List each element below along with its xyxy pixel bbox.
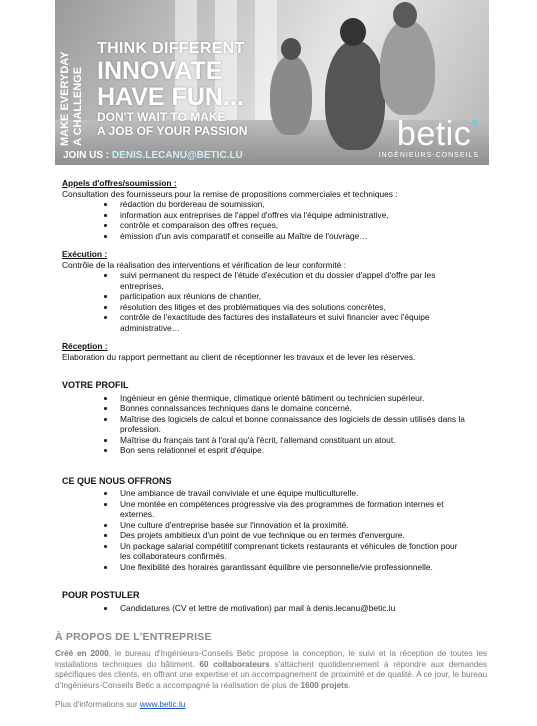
about-title: À PROPOS DE L'ENTREPRISE [55,631,212,643]
list-item: • Maîtrise des logiciels de calcul et bonne connaissance des logiciels de dessin utilisés dans la profession. [116,414,467,435]
about-bold-staff: 60 collaborateurs [199,659,270,669]
list-item: • information aux entreprises de l'appel d'offres via l'équipe administrative, [116,210,467,221]
betic-logo [397,115,479,154]
website-link[interactable]: www.betic.lu [139,700,186,710]
list-item: • participation aux réunions de chantier, [116,291,467,302]
list-item: • résolution des litiges et des problématiques via des solutions concrètes, [116,302,467,313]
list-item: • Bonnes connaissances techniques dans le domaine concerné. [116,403,467,414]
reception-title: Réception : [62,341,108,351]
banner-line2: INNOVATE [97,57,223,85]
list-item: • Candidatures (CV et lettre de motivation) par mail à denis.lecanu@betic.lu [116,603,467,614]
banner-line3: HAVE FUN... [97,83,244,111]
logo-dot-icon: ● [471,115,479,129]
postuler-title: POUR POSTULER [62,590,140,600]
offrons-list [62,488,467,572]
about-paragraph [55,649,487,691]
banner-line1: THINK DIFFERENT [97,40,245,57]
banner-person [380,20,435,115]
list-item: • contrôle de l'exactitude des factures des installateurs et suivi financier avec l'équipe administrative… [116,312,467,333]
about-text-2: s'attachent quotidiennement à répondre aux demandes spécifiques des clients, en offrant une expertise et un accompagnement de proximité et de qualité. A ce jour, le bureau d'Ingénieurs-Conseils Betic a accompagné la réalisation de plus de [55,659,487,690]
list-item: • suivi permanent du respect de l'étude d'exécution et du dossier d'appel d'offre par les entreprises, [116,270,467,291]
banner-vertical-line1: MAKE EVERYDAY [59,51,71,146]
join-email[interactable]: DENIS.LECANU@BETIC.LU [111,150,243,161]
section-reception [62,341,467,362]
section-appels [62,178,467,241]
postuler-list [62,603,467,614]
offrons-title: CE QUE NOUS OFFRONS [62,475,172,486]
header-banner [55,0,489,165]
list-item: • rédaction du bordereau de soumission, [116,199,467,210]
banner-headline [97,40,247,138]
list-item: • émission d'un avis comparatif et conseille au Maître de l'ouvrage… [116,231,467,242]
execution-intro: Contrôle de la réalisation des interventions et vérification de leur conformité : [62,259,346,270]
list-item: • Une ambiance de travail conviviale et une équipe multiculturelle. [116,488,467,499]
list-item: • Une montée en compétences progressive via des programmes de formation internes et externes. [116,499,467,520]
about-text-1: , le bureau d'Ingénieurs-Conseils Betic propose la conception, le suivi et la réception de toutes les installations techniques du bâtiment. [55,649,487,669]
banner-line5: A JOB OF YOUR PASSION [97,124,248,138]
banner-vertical-slogan [59,28,95,146]
appels-intro: Consultation des fournisseurs pour la remise de propositions commerciales et techniques : [62,188,398,199]
list-item: • Une flexibilité des horaires garantissant équilibre vie personnelle/vie professionnelle. [116,562,467,573]
list-item: • Un package salarial compétitif comprenant tickets restaurants et véhicules de fonction pour les collaborateurs confirmés. [116,541,467,562]
list-item: • Des projets ambitieux d'un point de vue technique ou en termes d'envergure. [116,530,467,541]
banner-person [325,40,385,150]
section-execution [62,249,467,333]
logo-text: betic [396,115,472,153]
execution-title: Exécution : [62,249,108,259]
about-bold-projects: 1600 projets [300,680,349,690]
banner-vertical-line2: A CHALLENGE [72,66,84,146]
profil-title: VOTRE PROFIL [62,380,129,390]
list-item: • Bon sens relationnel et esprit d'équipe. [116,445,467,456]
appels-list [62,199,467,241]
more-info [55,700,487,710]
banner-person [270,55,312,135]
more-info-label: Plus d'informations sur [55,700,140,710]
list-item: • contrôle et comparaison des offres reçues, [116,220,467,231]
list-item: • Maîtrise du français tant à l'oral qu'à l'écrit, l'allemand constituant un atout. [116,435,467,446]
banner-join [63,150,243,161]
appels-title: Appels d'offres/soumission : [62,178,177,188]
list-item: • Une culture d'entreprise basée sur l'innovation et la proximité. [116,520,467,531]
about-section [55,632,487,710]
logo-subtitle: INGÉNIEURS-CONSEILS [378,152,479,159]
banner-line4: DON'T WAIT TO MAKE [97,110,226,124]
execution-list [62,270,467,333]
list-item: • Ingénieur en génie thermique, climatique orienté bâtiment ou technicien supérieur. [116,393,467,404]
banner-person-head [393,2,417,28]
profil-list [62,393,467,456]
banner-person-head [281,38,301,60]
reception-text: Elaboration du rapport permettant au client de réceptionner les travaux et de lever les réserves. [62,351,416,362]
job-content [62,178,467,613]
about-text-3: . [348,680,351,690]
banner-person-head [340,18,366,46]
join-label: JOIN US : [63,150,110,161]
about-bold-founded: Créé en 2000 [55,649,109,659]
